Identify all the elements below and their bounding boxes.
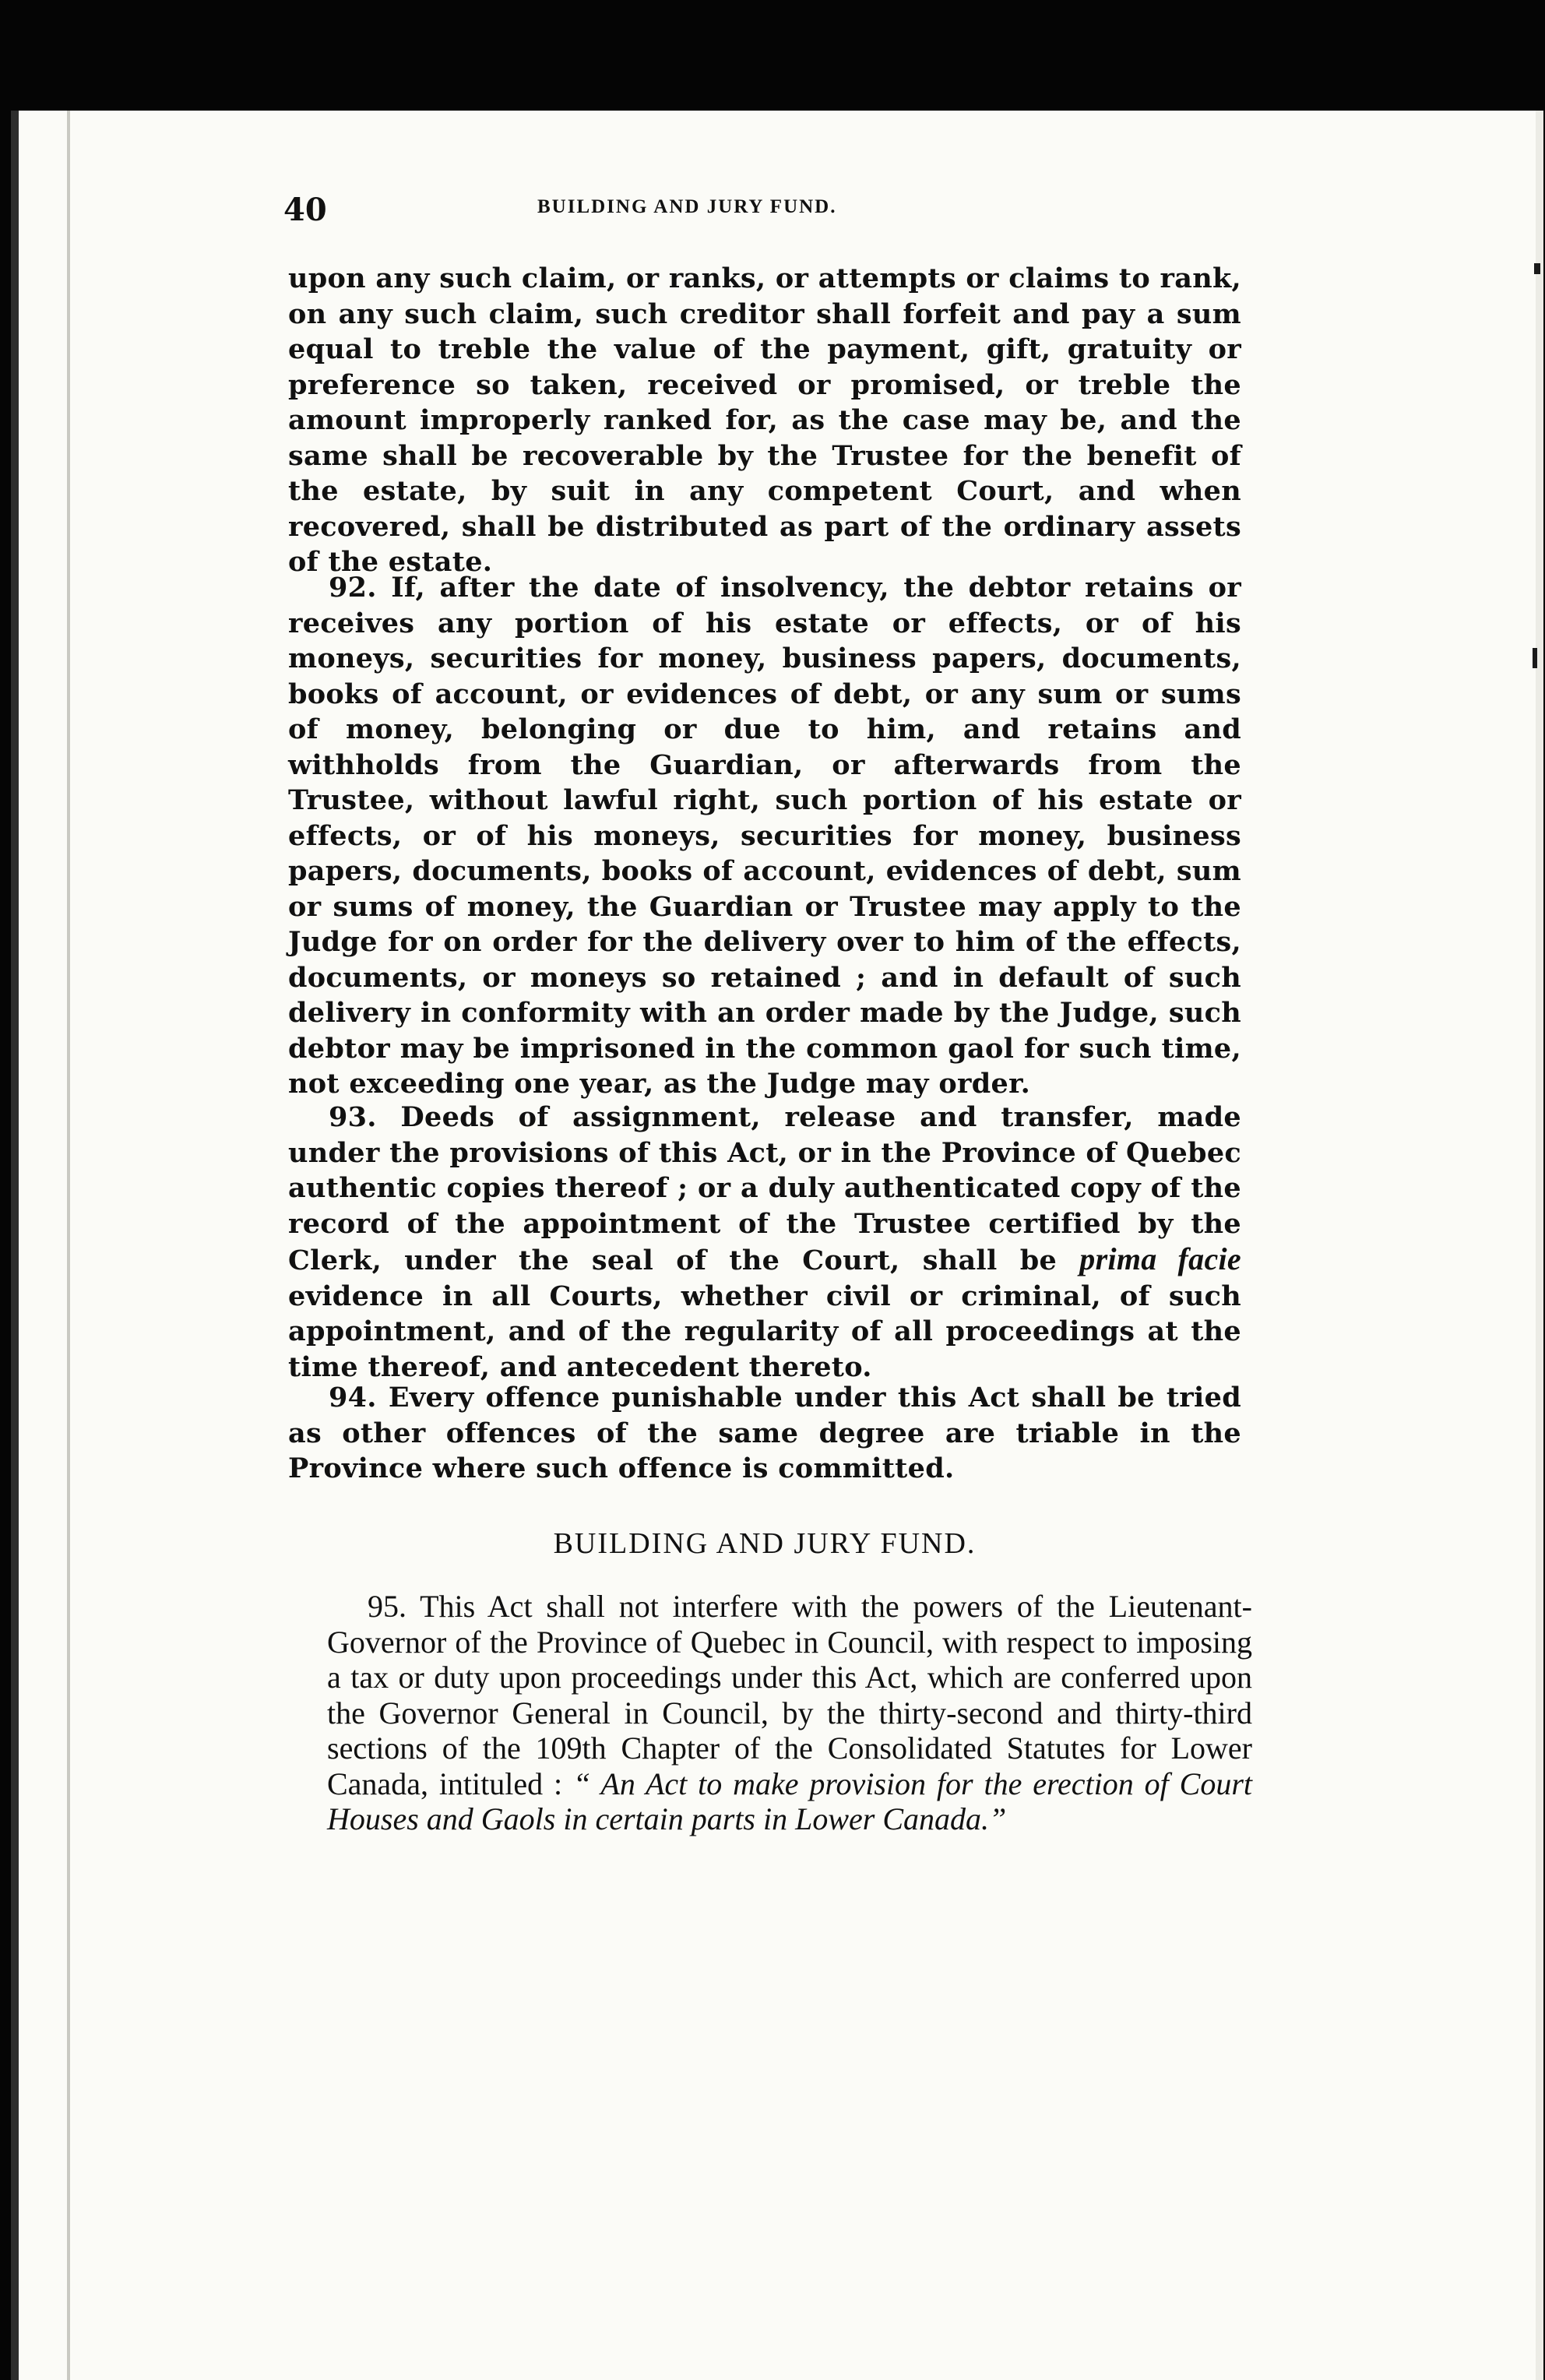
section-93-text: 93. Deeds of assignment, release and transfer, made under the provisions of this Act, or in the Province of Quebec authentic copies thereof ; or a duly authenticated copy of the record of the appointment of the Trustee certified by the Clerk, under the seal of the Court, shall be <box>288 1101 1241 1276</box>
ink-speck <box>1534 263 1540 274</box>
section-92: 92. If, after the date of insolvency, the debtor retains or receives any portion of his estate or effects, or of his moneys, securities for money, business papers, documents, books of account, or evidences of debt, or any sum or sums of money, belonging or due to him, and retains and withholds from the Guardian, or afterwards from the Trustee, without lawful right, such portion of his estate or effects, or of his moneys, securities for money, business papers, documents, books of account, evidences of debt, sum or sums of money, the Guardian or Trustee may apply to the Judge for on order for the delivery over to him of the effects, documents, or moneys so retained ; and in default of such delivery in conformity with an order made by the Judge, such debtor may be imprisoned in the common gaol for such time, not exceeding one year, as the Judge may order. <box>288 572 1241 1100</box>
section-93 <box>288 1100 1241 1385</box>
binding-gutter <box>67 111 70 2380</box>
ink-speck <box>1533 648 1537 668</box>
section-94: 94. Every offence punishable under this Act shall be tried as other offences of the same degree are triable in the Province where such offence is committed. <box>288 1382 1241 1484</box>
section-95-text: 95. This Act shall not interfere with the powers of the Lieutenant-Governor of the Province of Quebec in Council, with respect to imposing a tax or duty upon proceedings under this Act, which are conferred upon the Governor General in Council, by the thirty-second and thirty-third sections of the 109th Chapter of the Consolidated Statutes for Lower Canada, intituled : <box>327 1589 1252 1801</box>
page-number: 40 <box>283 192 327 228</box>
section-95-act-title: “ An Act to make provision for the erection of Court Houses and Gaols in certain parts in Lower Canada.” <box>327 1766 1252 1836</box>
page-edge <box>1536 111 1543 2380</box>
section-heading: BUILDING AND JURY FUND. <box>553 1527 977 1560</box>
section-93-italic: prima facie <box>1079 1241 1241 1276</box>
paragraph-continued: upon any such claim, or ranks, or attempts or claims to rank, on any such claim, such creditor shall forfeit and pay a sum equal to treble the value of the payment, gift, gratuity or preference so taken, received or promised, or treble the amount improperly ranked for, as the case may be, and the same shall be recoverable by the Trustee for the benefit of the estate, by suit in any competent Court, and when recovered, shall be distributed as part of the ordinary assets of the estate. <box>288 262 1241 578</box>
running-head: BUILDING AND JURY FUND. <box>537 196 837 217</box>
section-95 <box>327 1589 1252 1837</box>
section-93-text-end: evidence in all Courts, whether civil or criminal, of such appointment, and of the regularity of all proceedings at the time thereof, and antecedent thereto. <box>288 1280 1241 1383</box>
